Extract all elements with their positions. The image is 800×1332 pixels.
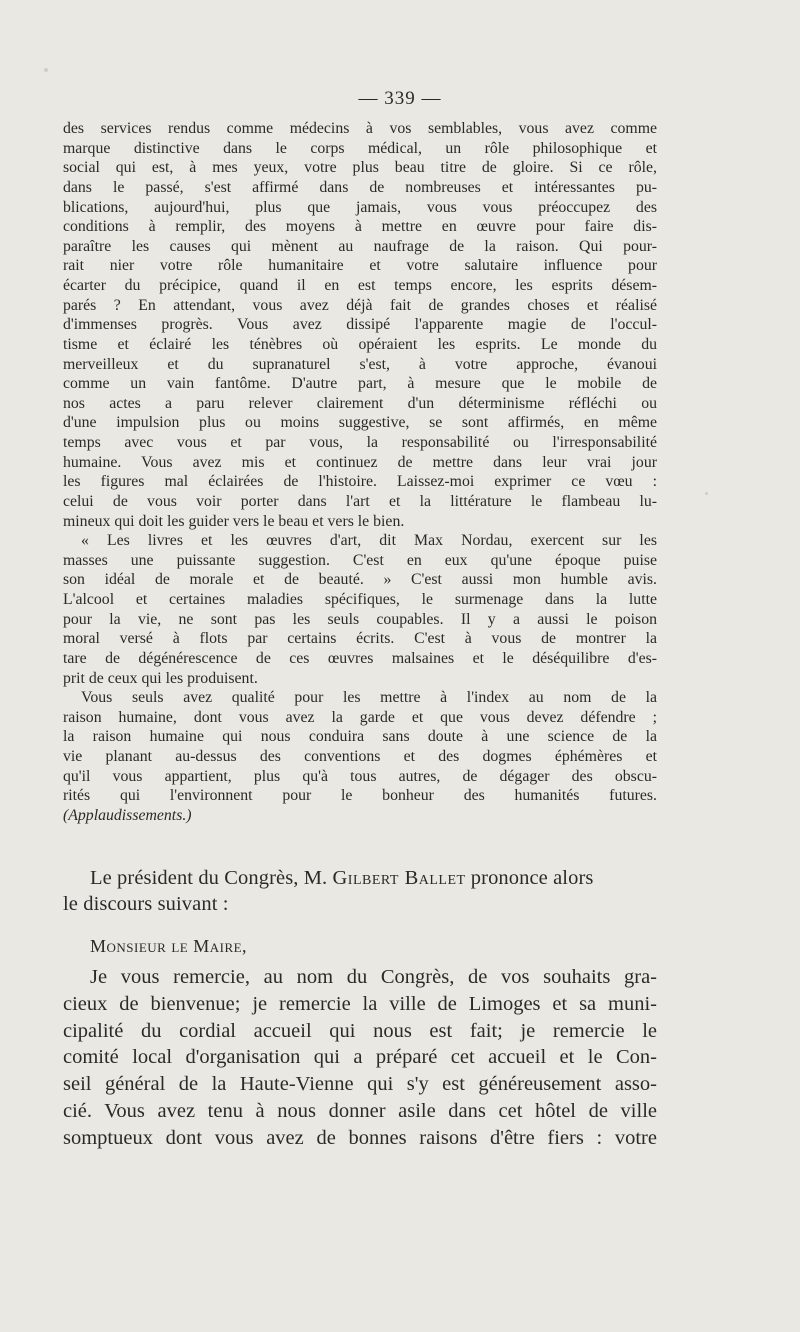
quote-paragraph xyxy=(63,531,657,688)
text-line: somptueux dont vous avez de bonnes raisons d'être fiers : votre xyxy=(63,1126,657,1149)
paper-speck xyxy=(705,492,708,495)
paper-speck xyxy=(44,68,48,72)
text-line: L'alcool et certaines maladies spécifiques, le surmenage dans la lutte xyxy=(63,591,657,608)
text-line: écarter du précipice, quand il en est temps encore, les esprits désem- xyxy=(63,277,657,294)
text-line: vie planant au-dessus des conventions et des dogmes éphémères et xyxy=(63,748,657,765)
text-line: paraître les causes qui mènent au naufrage de la raison. Qui pour- xyxy=(63,237,657,255)
speech-text xyxy=(63,119,657,826)
text-line: Vous seuls avez qualité pour les mettre à l'index au nom de la xyxy=(81,689,657,707)
text-line: qu'il vous appartient, plus qu'à tous autres, de dégager des obscu- xyxy=(63,767,657,785)
address-paragraph xyxy=(63,964,657,1152)
text-line: le discours suivant : xyxy=(63,892,229,915)
text-line: les figures mal éclairées de l'histoire. Laissez-moi exprimer ce vœu : xyxy=(63,473,657,491)
text-line: cipalité du cordial accueil qui nous est fait; je remercie le xyxy=(63,1019,657,1042)
text-line: conditions à remplir, des moyens à mettre en œuvre pour faire dis- xyxy=(63,218,657,236)
page-number: — 339 — xyxy=(358,88,442,109)
text-line: social qui est, à mes yeux, votre plus beau titre de gloire. Si ce rôle, xyxy=(63,159,657,177)
text-line: pour la vie, ne sont pas les seuls coupables. Il y a aussi le poison xyxy=(63,610,657,628)
text-line: rait nier votre rôle humanitaire et votre salutaire influence pour xyxy=(63,257,657,275)
text-line: tisme et éclairé les ténèbres où opéraient les esprits. Le monde du xyxy=(63,335,657,353)
text-line: prit de ceux qui les produisent. xyxy=(63,669,258,687)
text-line: celui de vous voir porter dans l'art et la littérature le flambeau lu- xyxy=(63,492,657,510)
text-line: masses une puissante suggestion. C'est en eux qu'une époque puise xyxy=(63,551,657,569)
text-line: d'une impulsion plus ou moins suggestive, se sont affirmés, en même xyxy=(63,414,657,432)
text-line: rités qui l'environnent pour le bonheur des humanités futures. xyxy=(63,787,657,805)
text-line: son idéal de morale et de beauté. » C'est aussi mon humble avis. xyxy=(63,571,657,589)
speaker-name: Gilbert Ballet xyxy=(332,867,466,889)
intro-paragraph xyxy=(63,866,657,917)
intro-text: Le président du Congrès, M. xyxy=(90,867,333,889)
text-line: dans le passé, s'est affirmé dans de nombreuses et intéressantes pu- xyxy=(63,178,657,196)
text-line: « Les livres et les œuvres d'art, dit Max Nordau, exercent sur les xyxy=(81,532,657,550)
text-line: d'immenses progrès. Vous avez dissipé l'apparente magie de l'occul- xyxy=(63,316,657,334)
applause-note: (Applaudissements.) xyxy=(63,806,192,824)
text-line: cié. Vous avez tenu à nous donner asile dans cet hôtel de ville xyxy=(63,1099,657,1122)
text-line: mineux qui doit les guider vers le beau et vers le bien. xyxy=(63,512,405,530)
text-line: temps avec vous et par vous, la responsabilité ou l'irresponsabilité xyxy=(63,434,657,451)
text-line xyxy=(63,866,657,892)
text-line: la raison humaine qui nous conduira sans doute à une science de la xyxy=(63,728,657,746)
intro-text: prononce alors xyxy=(465,867,594,889)
text-line: Je vous remercie, au nom du Congrès, de vos souhaits gra- xyxy=(90,966,657,988)
text-line: moral versé à flots par certains écrits. C'est à vous de montrer la xyxy=(63,630,657,648)
salutation: Monsieur le Maire, xyxy=(90,936,248,956)
text-line: humaine. Vous avez mis et continuez de mettre dans leur vrai jour xyxy=(63,453,657,471)
text-line: nos actes a paru relever clairement d'un déterminisme réfléchi ou xyxy=(63,394,657,412)
text-line: blications, aujourd'hui, plus que jamais, vous vous préoccupez des xyxy=(63,198,657,216)
text-line: des services rendus comme médecins à vos semblables, vous avez comme xyxy=(63,120,657,137)
text-line: raison humaine, dont vous avez la garde et que vous devez défendre ; xyxy=(63,708,657,726)
text-line: comme un vain fantôme. D'autre part, à mesure que le mobile de xyxy=(63,375,657,393)
text-line: marque distinctive dans le corps médical, un rôle philosophique et xyxy=(63,139,657,157)
text-line: cieux de bienvenue; je remercie la ville de Limoges et sa muni- xyxy=(63,992,657,1015)
closing-paragraph xyxy=(63,688,657,825)
speech-paragraph xyxy=(63,119,657,531)
text-line: parés ? En attendant, vous avez déjà fait de grandes choses et réalisé xyxy=(63,296,657,314)
text-line: tare de dégénérescence de ces œuvres malsaines et le déséquilibre d'es- xyxy=(63,649,657,667)
text-line: comité local d'organisation qui a préparé cet accueil et le Con- xyxy=(63,1046,657,1069)
text-line: merveilleux et du supranaturel s'est, à votre approche, évanoui xyxy=(63,355,657,373)
text-line: seil général de la Haute-Vienne qui s'y est généreusement asso- xyxy=(63,1073,657,1096)
